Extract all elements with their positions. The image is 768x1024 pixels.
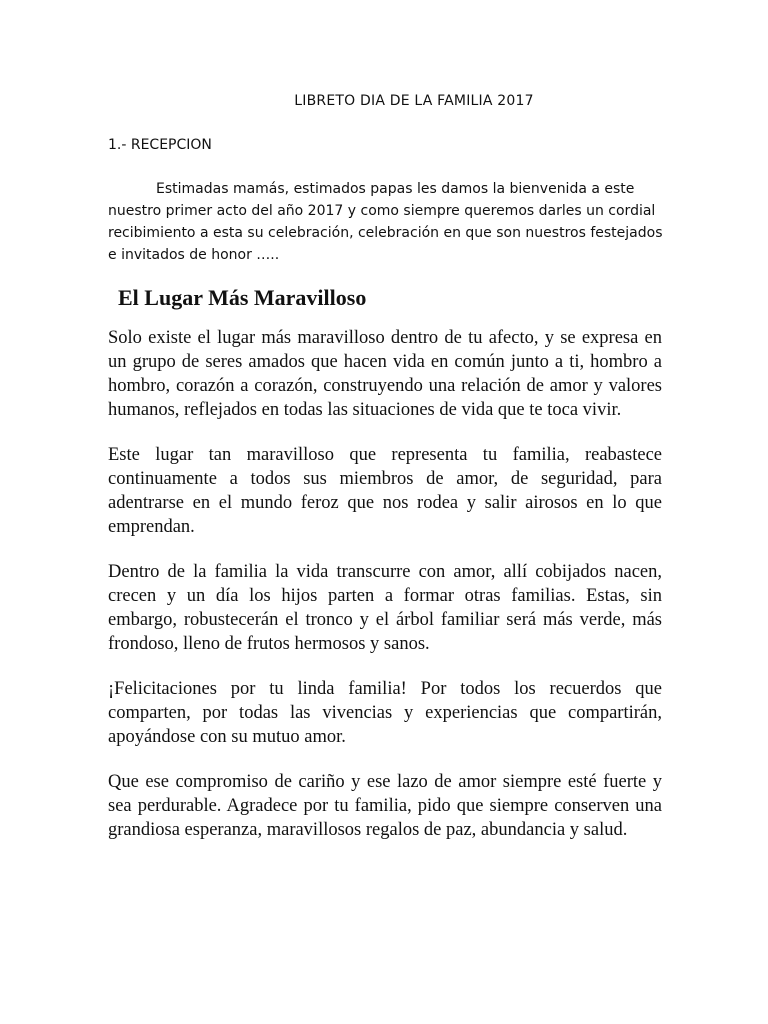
section-heading: 1.- RECEPCION	[108, 137, 212, 153]
paragraph-3: Dentro de la familia la vida transcurre con amor, allí cobijados nacen, crecen y un día los hijos parten a formar otras familias. Estas, sin embargo, robustecerán el tronco y el árbol familiar será más verde, más frondoso, lleno de frutos hermosos y sanos.	[108, 562, 662, 654]
document-title: LIBRETO DIA DE LA FAMILIA 2017	[294, 93, 534, 109]
paragraph-5: Que ese compromiso de cariño y ese lazo de amor siempre esté fuerte y sea perdurable. Agradece por tu familia, pido que siempre conserven una grandiosa esperanza, maravillosos regalos de paz, abundancia y salud.	[108, 772, 662, 840]
paragraph-2: Este lugar tan maravilloso que representa tu familia, reabastece continuamente a todos sus miembros de amor, de seguridad, para adentrarse en el mundo feroz que nos rodea y salir airosos en lo que emprendan.	[108, 445, 662, 537]
poem-body	[108, 326, 662, 863]
paragraph-1: Solo existe el lugar más maravilloso dentro de tu afecto, y se expresa en un grupo de seres amados que hacen vida en común junto a ti, hombro a hombro, corazón a corazón, construyendo una relación de amor y valores humanos, reflejados en todas las situaciones de vida que te toca vivir.	[108, 328, 662, 420]
welcome-text: Estimadas mamás, estimados papas les damos la bienvenida a este nuestro primer acto del año 2017 y como siempre queremos darles un cordial recibimiento a esta su celebración, celebración en que son nuestros festejados e invitados de honor …..	[108, 181, 663, 263]
paragraph-4: ¡Felicitaciones por tu linda familia! Por todos los recuerdos que comparten, por todas las vivencias y experiencias que compartirán, apoyándose con su mutuo amor.	[108, 679, 662, 747]
poem-title: El Lugar Más Maravilloso	[118, 285, 367, 310]
welcome-paragraph	[108, 178, 664, 266]
